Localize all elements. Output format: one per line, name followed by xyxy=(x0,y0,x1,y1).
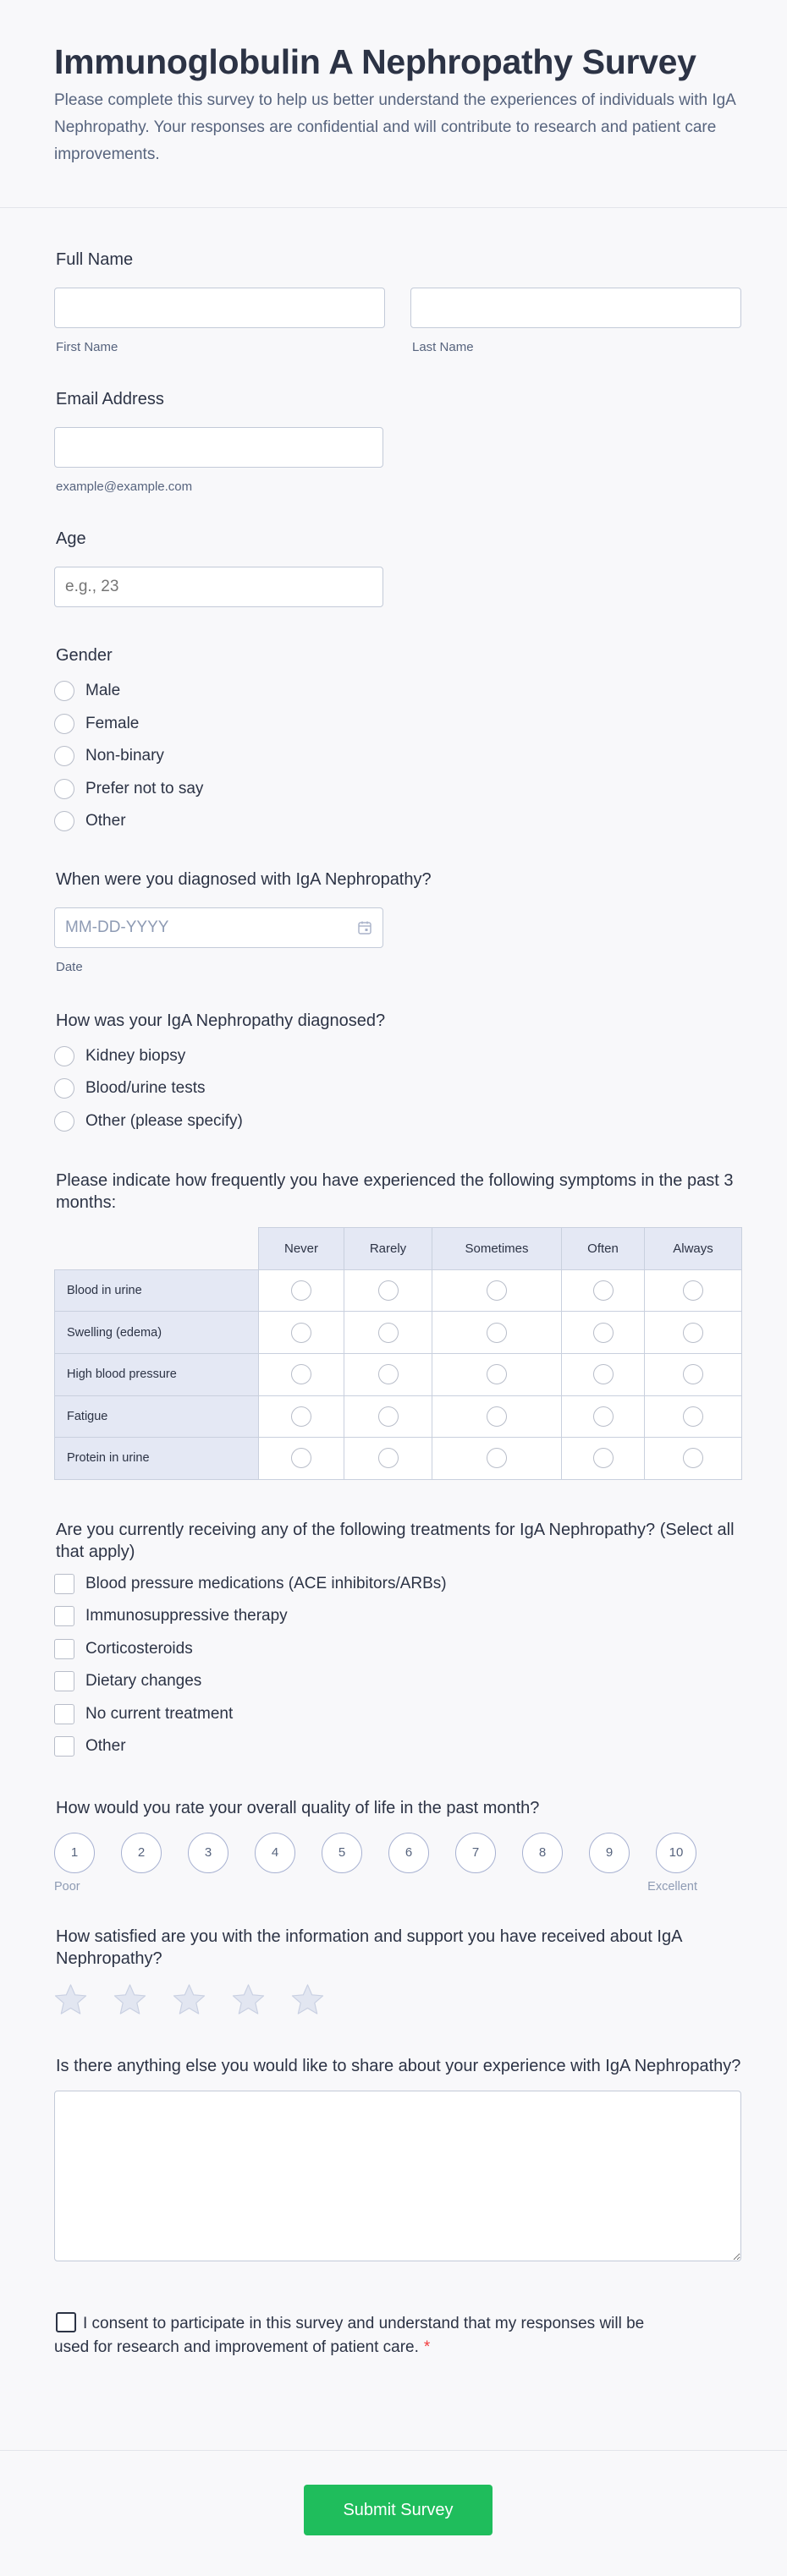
diagnosis-date-field xyxy=(54,869,733,974)
scale-labels xyxy=(54,1880,697,1894)
form-content xyxy=(0,208,787,2360)
scale-option-1[interactable]: 1 xyxy=(54,1833,95,1873)
matrix-radio[interactable] xyxy=(378,1448,399,1468)
radio-button[interactable] xyxy=(54,779,74,799)
scale-min-label: Poor xyxy=(54,1879,80,1894)
star-icon[interactable] xyxy=(173,1983,206,2016)
email-label: Email Address xyxy=(56,390,164,409)
last-name-sublabel: Last Name xyxy=(412,340,474,355)
age-field xyxy=(54,528,733,607)
matrix-radio[interactable] xyxy=(487,1323,507,1343)
gender-field xyxy=(54,644,733,838)
last-name-input[interactable] xyxy=(410,288,741,328)
matrix-radio[interactable] xyxy=(291,1323,311,1343)
radio-button[interactable] xyxy=(54,811,74,831)
checkbox-label: Immunosuppressive therapy xyxy=(85,1607,288,1625)
consent-field xyxy=(54,2312,672,2360)
quality-of-life-label: How would you rate your overall quality of life in the past month? xyxy=(56,1798,540,1817)
checkbox-label: Corticosteroids xyxy=(85,1639,193,1658)
treatments-field xyxy=(54,1519,733,1763)
radio-button[interactable] xyxy=(54,714,74,734)
satisfaction-field xyxy=(54,1926,733,2016)
matrix-column-header: Sometimes xyxy=(432,1228,562,1270)
matrix-row-header: Protein in urine xyxy=(55,1438,259,1480)
additional-textarea[interactable] xyxy=(54,2091,741,2261)
age-input[interactable] xyxy=(54,567,383,607)
gender-option-prefer-not[interactable] xyxy=(54,773,733,806)
matrix-radio[interactable] xyxy=(487,1448,507,1468)
date-sublabel: Date xyxy=(56,959,83,974)
radio-label: Prefer not to say xyxy=(85,779,204,797)
email-input[interactable] xyxy=(54,427,383,468)
consent-checkbox[interactable] xyxy=(56,2312,76,2332)
matrix-radio[interactable] xyxy=(487,1364,507,1384)
scale-option-5[interactable]: 5 xyxy=(322,1833,362,1873)
matrix-radio[interactable] xyxy=(291,1406,311,1427)
age-label: Age xyxy=(56,529,86,549)
checkbox[interactable] xyxy=(54,1639,74,1659)
checkbox-label: Other xyxy=(85,1737,126,1756)
matrix-row-header: Fatigue xyxy=(55,1395,259,1438)
rating-scale xyxy=(54,1833,733,1873)
star-icon[interactable] xyxy=(291,1983,324,2016)
required-mark: * xyxy=(423,2338,431,2356)
additional-label: Is there anything else you would like to share about your experience with IgA Nephropathy? xyxy=(56,2056,741,2075)
radio-button[interactable] xyxy=(54,1111,74,1132)
matrix-radio[interactable] xyxy=(593,1280,614,1301)
matrix-row-header: Swelling (edema) xyxy=(55,1312,259,1354)
matrix-column-header: Often xyxy=(562,1228,645,1270)
first-name-input[interactable] xyxy=(54,288,385,328)
matrix-row xyxy=(55,1269,742,1312)
checkbox[interactable] xyxy=(54,1574,74,1594)
matrix-radio[interactable] xyxy=(683,1280,703,1301)
scale-option-7[interactable]: 7 xyxy=(455,1833,496,1873)
treatment-option-bp[interactable] xyxy=(54,1568,733,1601)
page-description: Please complete this survey to help us better understand the experiences of individuals with IgA Nephropathy. Your responses are confidential and will contribute to research and patient care improvements. xyxy=(54,91,735,164)
radio-label: Non-binary xyxy=(85,747,164,765)
matrix-radio[interactable] xyxy=(291,1364,311,1384)
gender-options xyxy=(54,675,733,838)
gender-option-male[interactable] xyxy=(54,675,733,708)
diagnosis-method-field xyxy=(54,1010,733,1138)
scale-option-6[interactable]: 6 xyxy=(388,1833,429,1873)
gender-option-female[interactable] xyxy=(54,708,733,741)
treatment-option-diet[interactable] xyxy=(54,1665,733,1698)
scale-option-3[interactable]: 3 xyxy=(188,1833,228,1873)
first-name-sublabel: First Name xyxy=(56,340,118,355)
diagnosis-method-options xyxy=(54,1040,733,1138)
submit-button[interactable]: Submit Survey xyxy=(304,2485,493,2535)
treatment-option-other[interactable] xyxy=(54,1730,733,1763)
matrix-row xyxy=(55,1312,742,1354)
gender-label: Gender xyxy=(56,646,113,666)
additional-field xyxy=(54,2055,741,2261)
matrix-radio[interactable] xyxy=(487,1406,507,1427)
radio-label: Other xyxy=(85,812,126,830)
matrix-radio[interactable] xyxy=(593,1406,614,1427)
matrix-radio[interactable] xyxy=(291,1280,311,1301)
quality-of-life-field xyxy=(54,1797,733,1894)
symptoms-field xyxy=(54,1170,733,1480)
matrix-radio[interactable] xyxy=(487,1280,507,1301)
treatment-option-immuno[interactable] xyxy=(54,1600,733,1633)
radio-button[interactable] xyxy=(54,681,74,701)
matrix-radio[interactable] xyxy=(378,1280,399,1301)
full-name-label: Full Name xyxy=(56,250,134,270)
star-icon[interactable] xyxy=(54,1983,87,2016)
satisfaction-label: How satisfied are you with the information and support you have received about IgA Nephropathy? xyxy=(56,1927,682,1968)
checkbox[interactable] xyxy=(54,1606,74,1626)
matrix-radio[interactable] xyxy=(378,1364,399,1384)
scale-option-8[interactable]: 8 xyxy=(522,1833,563,1873)
checkbox[interactable] xyxy=(54,1736,74,1757)
star-icon[interactable] xyxy=(232,1983,265,2016)
matrix-radio[interactable] xyxy=(291,1448,311,1468)
diagnosis-option-biopsy[interactable] xyxy=(54,1040,733,1073)
date-placeholder: MM-DD-YYYY xyxy=(65,918,169,936)
diagnosis-option-tests[interactable] xyxy=(54,1072,733,1105)
matrix-corner xyxy=(55,1228,259,1270)
checkbox-label: No current treatment xyxy=(85,1704,234,1723)
diagnosis-option-other[interactable] xyxy=(54,1105,733,1138)
radio-button[interactable] xyxy=(54,1046,74,1066)
scale-option-2[interactable]: 2 xyxy=(121,1833,162,1873)
diagnosis-method-label: How was your IgA Nephropathy diagnosed? xyxy=(56,1011,386,1030)
form-footer xyxy=(0,2450,787,2576)
matrix-column-header: Rarely xyxy=(344,1228,432,1270)
matrix-radio[interactable] xyxy=(683,1323,703,1343)
form-header xyxy=(0,0,787,208)
diagnosis-date-label: When were you diagnosed with IgA Nephropathy? xyxy=(56,869,432,889)
scale-option-9[interactable]: 9 xyxy=(589,1833,630,1873)
matrix-radio[interactable] xyxy=(378,1406,399,1427)
matrix-radio[interactable] xyxy=(593,1448,614,1468)
matrix-radio[interactable] xyxy=(593,1364,614,1384)
radio-label: Other (please specify) xyxy=(85,1111,243,1130)
checkbox-label: Dietary changes xyxy=(85,1672,202,1691)
radio-button[interactable] xyxy=(54,746,74,766)
matrix-radio[interactable] xyxy=(683,1364,703,1384)
matrix-row xyxy=(55,1395,742,1438)
checkbox-label: Blood pressure medications (ACE inhibitors/ARBs) xyxy=(85,1574,447,1592)
star-rating xyxy=(54,1983,733,2016)
matrix-radio[interactable] xyxy=(593,1323,614,1343)
matrix-row-header: Blood in urine xyxy=(55,1269,259,1312)
gender-option-other[interactable] xyxy=(54,805,733,838)
star-icon[interactable] xyxy=(113,1983,146,2016)
page-title: Immunoglobulin A Nephropathy Survey xyxy=(54,42,696,81)
treatment-option-none[interactable] xyxy=(54,1698,733,1731)
matrix-row xyxy=(55,1438,742,1480)
radio-label: Male xyxy=(85,682,121,700)
matrix-radio[interactable] xyxy=(683,1448,703,1468)
diagnosis-date-input[interactable] xyxy=(54,907,383,948)
radio-label: Kidney biopsy xyxy=(85,1046,186,1065)
symptoms-label: Please indicate how frequently you have experienced the following symptoms in the past 3 months: xyxy=(56,1171,734,1213)
email-field xyxy=(54,388,733,494)
matrix-column-header: Never xyxy=(259,1228,344,1270)
email-sublabel: example@example.com xyxy=(56,480,193,495)
checkbox[interactable] xyxy=(54,1671,74,1691)
symptoms-matrix xyxy=(54,1227,742,1480)
matrix-row xyxy=(55,1353,742,1395)
matrix-radio[interactable] xyxy=(683,1406,703,1427)
treatment-option-cortico[interactable] xyxy=(54,1633,733,1666)
matrix-column-header: Always xyxy=(645,1228,742,1270)
full-name-field xyxy=(54,249,733,354)
radio-button[interactable] xyxy=(54,1078,74,1099)
scale-max-label: Excellent xyxy=(647,1879,697,1894)
treatments-options xyxy=(54,1568,733,1763)
scale-option-4[interactable]: 4 xyxy=(255,1833,295,1873)
calendar-icon[interactable] xyxy=(357,920,372,935)
radio-label: Blood/urine tests xyxy=(85,1079,206,1098)
checkbox[interactable] xyxy=(54,1704,74,1724)
radio-label: Female xyxy=(85,714,140,732)
gender-option-non-binary[interactable] xyxy=(54,740,733,773)
matrix-radio[interactable] xyxy=(378,1323,399,1343)
matrix-row-header: High blood pressure xyxy=(55,1353,259,1395)
treatments-label: Are you currently receiving any of the following treatments for IgA Nephropathy? (Select all that apply) xyxy=(56,1520,735,1561)
consent-text: I consent to participate in this survey and understand that my responses will be used for research and improvement of patient care. xyxy=(54,2314,645,2356)
scale-option-10[interactable]: 10 xyxy=(656,1833,696,1873)
